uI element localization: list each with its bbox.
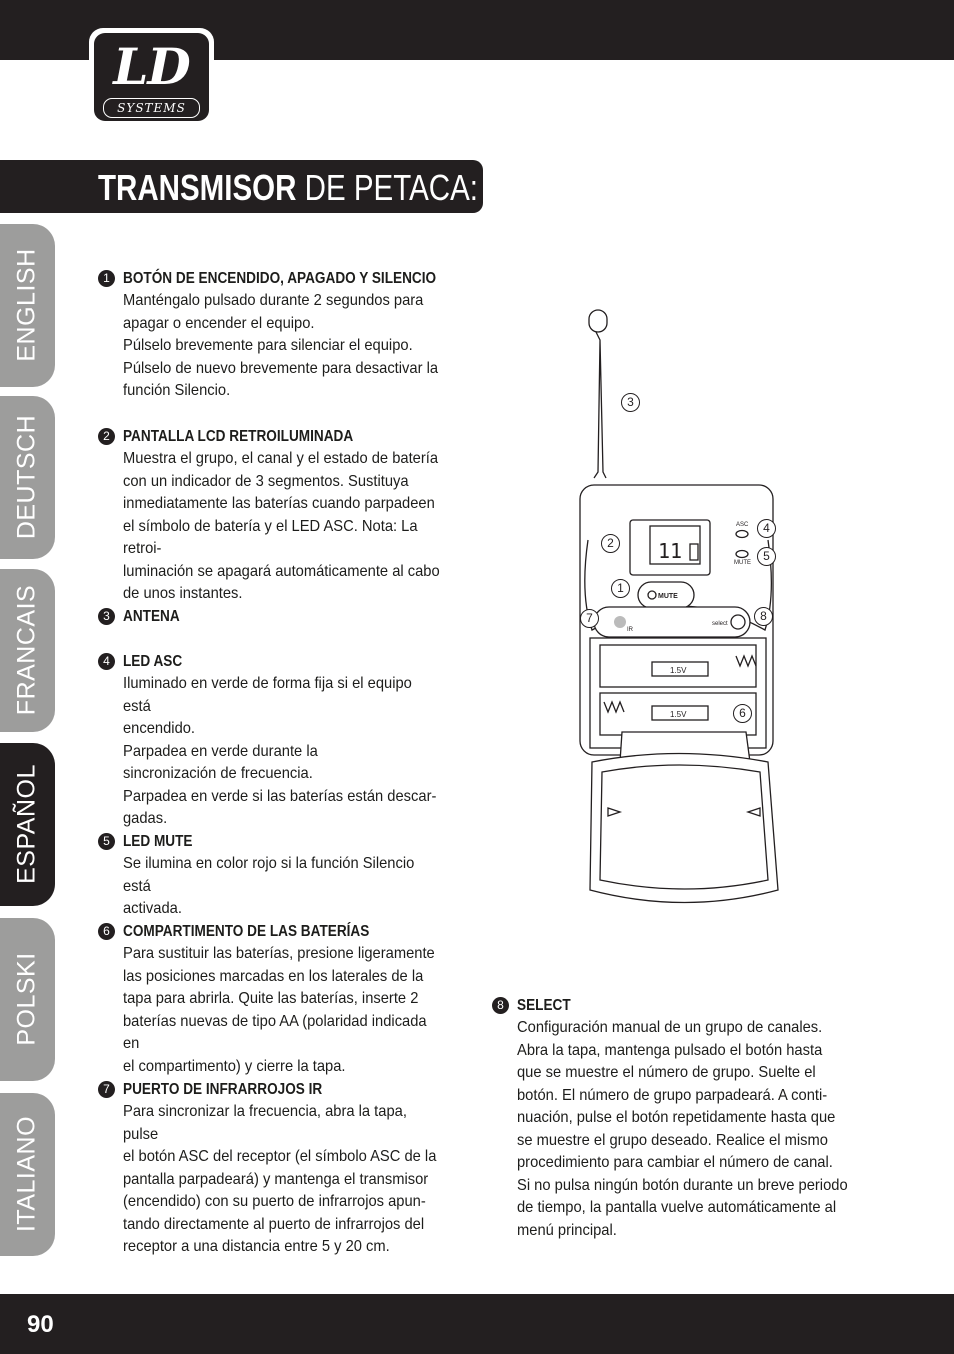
callout-number: 7 [98,1081,115,1098]
device-callout-1: 1 [611,579,630,598]
item-text: Configuración manual de un grupo de canales. Abra la tapa, mantenga pulsado el botón hasta que se muestre el número de grupo. Suelte el botón. El número de grupo parpadeará. A conti- nuación, pulse el botón repetidamente hasta que se muestre el grupo deseado. Realice el mismo procedimiento para cambiar el número de canal. Si no pulsa ningún botón durante un breve periodo de tiempo, la pantalla vuelve automáticamente al menú principal. [517,1019,848,1239]
callout-number: 3 [98,608,115,625]
item-text: Iluminado en verde de forma fija si el equipo está encendido. Parpadea en verde durante la sincronización de frecuencia. Parpadea en verde si las baterías están descar- gadas. [123,675,437,827]
ld-systems-logo: LD SYSTEMS [89,28,214,126]
callout-number: 2 [98,428,115,445]
callout-number: 6 [98,923,115,940]
language-tab-deutsch[interactable]: DEUTSCH [0,396,55,559]
item-heading: PUERTO DE INFRARROJOS IR [123,1081,323,1098]
ir-port [614,616,626,628]
battery-voltage-label: 1.5V [670,666,687,675]
battery-indicator-icon [690,544,698,560]
item-heading: COMPARTIMENTO DE LAS BATERÍAS [123,923,370,940]
item-heading: LED ASC [123,653,183,670]
antenna-tip [589,310,607,332]
antenna [594,332,606,478]
language-tab-francais[interactable]: FRANCAIS [0,569,55,732]
item-text: Muestra el grupo, el canal y el estado de batería con un indicador de 3 segmentos. Sustituya inmediatamente las baterías cuando parpadeen el símbolo de batería y el LED ASC. Nota: La retroi- luminación se apagará automáticamente al cabo de unos instantes. [123,450,440,602]
language-tab-english[interactable]: ENGLISH [0,224,55,387]
battery-lid [590,754,778,903]
mute-button-label: MUTE [658,593,678,600]
item-text: Para sincronizar la frecuencia, abra la tapa, pulse el botón ASC del receptor (el símbolo ASC de la pantalla parpadeará) y mantenga el transmisor (encendido) con su puerto de infrarrojos apun- tando directamente al puerto de infrarrojos del receptor a una distancia entre 5 y 20 cm. [123,1103,437,1255]
item-heading: BOTÓN DE ENCENDIDO, APAGADO Y SILENCIO [123,270,437,287]
item-text: Se ilumina en color rojo si la función Silencio está activada. [123,855,415,917]
item-heading: PANTALLA LCD RETROILUMINADA [123,428,354,445]
mute-led [736,551,748,558]
lcd-digits: 11 [658,539,683,563]
device-callout-7: 7 [580,609,599,628]
device-callout-2: 2 [601,534,620,553]
page-title: TRANSMISOR DE PETACA: [98,167,478,208]
item-text: Para sustituir las baterías, presione ligeramente las posiciones marcadas en los laterales de la tapa para abrirla. Quite las baterías, inserte 2 baterías nuevas de tipo AA (polaridad indicada en el compartimento) y cierre la tapa. [123,945,435,1075]
footer-bar [0,1294,954,1354]
asc-led [736,531,748,538]
callout-number: 4 [98,653,115,670]
mute-led-label: MUTE [734,560,751,566]
item-heading: SELECT [517,997,571,1014]
select-label: select [712,621,728,627]
device-callout-8: 8 [754,607,773,626]
asc-label: ASC [736,522,749,528]
language-tab-espanol[interactable]: ESPAÑOL [0,743,55,906]
device-callout-3: 3 [621,393,640,412]
device-callout-6: 6 [733,704,752,723]
item-heading: ANTENA [123,608,180,625]
callout-number: 5 [98,833,115,850]
ir-label: IR [627,627,633,633]
callout-number: 8 [492,997,509,1014]
callout-number: 1 [98,270,115,287]
page-number: 90 [27,1311,54,1338]
device-callout-4: 4 [757,519,776,538]
device-callout-5: 5 [757,547,776,566]
item-text: Manténgalo pulsado durante 2 segundos para apagar o encender el equipo. Púlselo brevemente para silenciar el equipo. Púlselo de nuevo brevemente para desactivar la función Silencio. [123,292,439,399]
item-heading: LED MUTE [123,833,193,850]
language-tab-italiano[interactable]: ITALIANO [0,1093,55,1256]
battery-voltage-label: 1.5V [670,710,687,719]
select-button[interactable] [731,615,745,629]
language-tab-polski[interactable]: POLSKI [0,918,55,1081]
